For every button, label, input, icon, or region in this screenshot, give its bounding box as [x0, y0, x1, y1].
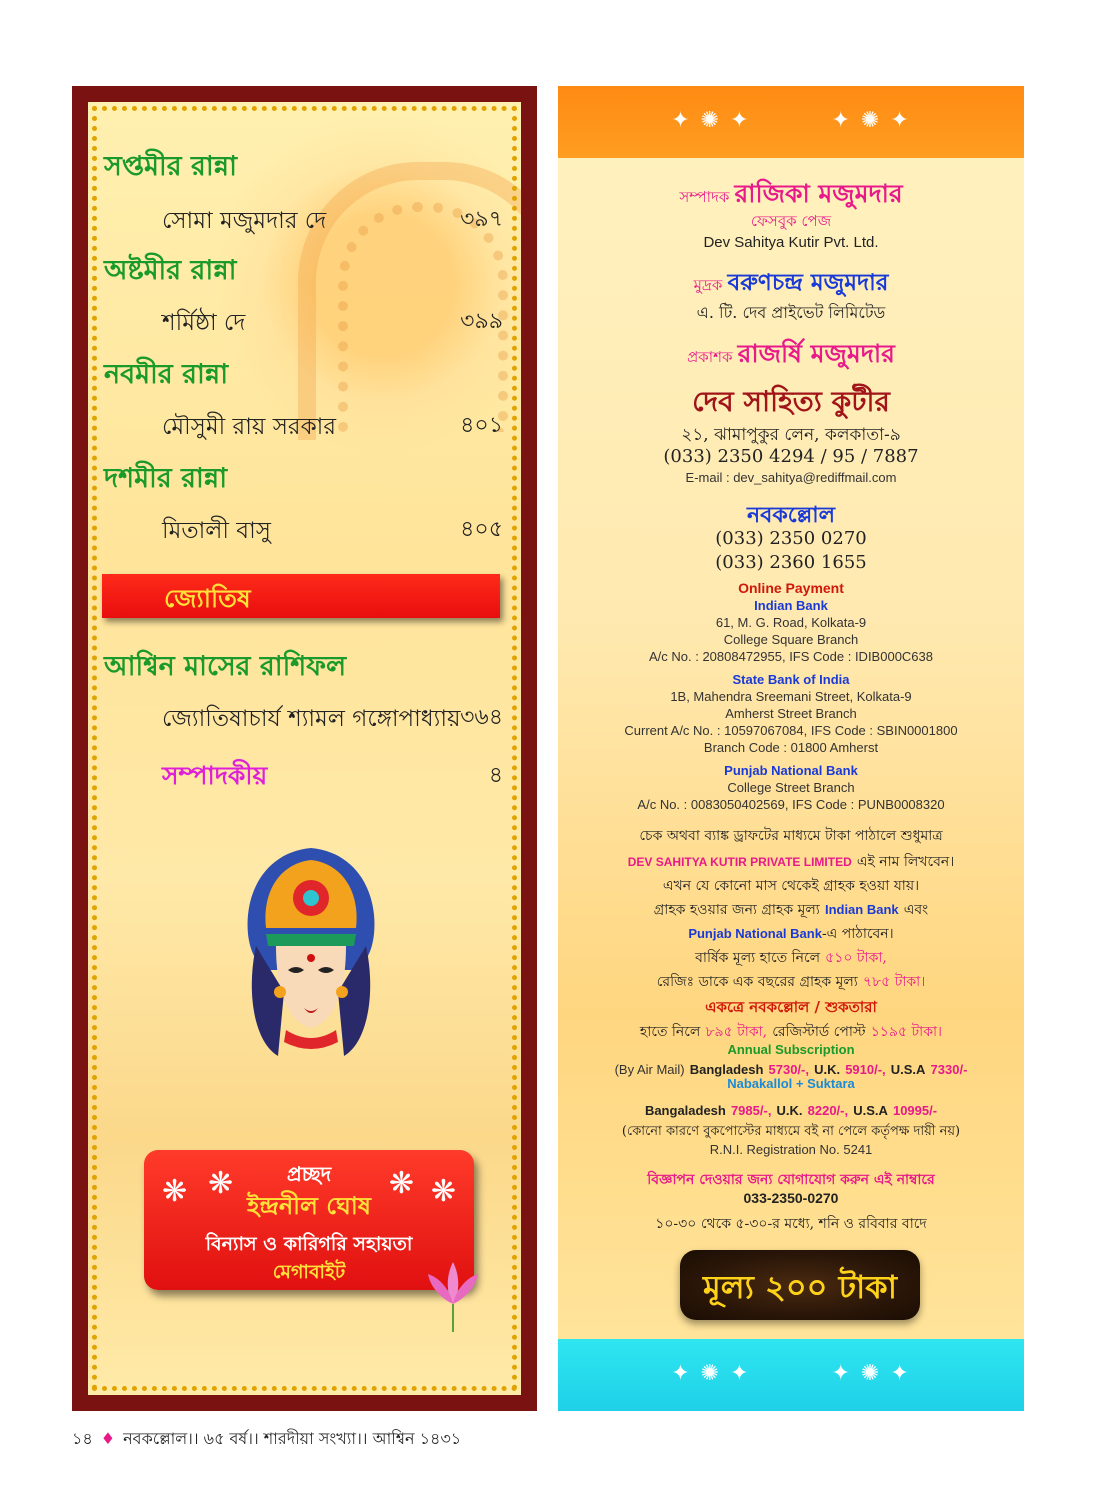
contents-panel — [72, 86, 537, 1411]
magazine-phone-1: (033) 2350 0270 — [715, 528, 867, 549]
combo-row — [558, 1100, 1024, 1119]
online-payment-heading: Online Payment — [738, 580, 844, 596]
editorial-page-number: ৪ — [488, 763, 503, 788]
house-email: E-mail : dev_sahitya@rediffmail.com — [685, 470, 897, 485]
layout-company: মেগাবাইট — [272, 1261, 346, 1283]
printer-company: এ. টি. দেব প্রাইভেট লিমিটেড — [696, 303, 886, 322]
company-name-row — [558, 850, 1024, 874]
section-title-saptami: সপ্তমীর রান্না — [104, 151, 237, 182]
ornament-icon: ✦ ✺ ✦ ✦ ✺ ✦ — [671, 1361, 911, 1386]
price-value: 10995/- — [892, 1103, 938, 1118]
ad-contact: বিজ্ঞাপন দেওয়ার জন্য যোগাযোগ করুন এই নাম্বারে — [647, 1172, 935, 1188]
pnb-row — [558, 922, 1024, 946]
annual-text: বার্ষিক মূল্য হাতে নিলে — [695, 950, 821, 966]
facebook-label: ফেসবুক পেজ — [750, 212, 832, 230]
bank-detail: Branch Code : 01800 Amherst — [703, 740, 879, 755]
combo-title: Nabakallol + Suktara — [727, 1076, 855, 1091]
bank-detail: A/c No. : 0083050402569, IFS Code : PUNB0008320 — [637, 797, 945, 812]
entry-page-number: ৩৬৪ — [460, 705, 503, 730]
hand-text: হাতে নিলে — [639, 1024, 701, 1040]
country: U.K. — [776, 1103, 803, 1118]
entry-page-number: ৩৯৭ — [460, 207, 503, 232]
price-value: 5910/-, — [845, 1062, 886, 1077]
ornament-icon: ✦ ✺ ✦ ✦ ✺ ✦ — [671, 108, 911, 133]
combined-subscription: একত্রে নবকল্লোল / শুকতারা — [705, 998, 877, 1016]
section-title-nabami: নবমীর রান্না — [104, 359, 229, 390]
cover-artist-name: ইন্দ্রনীল ঘোষ — [246, 1191, 372, 1220]
disclaimer: (কোনো কারণে বুকপোস্টের মাধ্যমে বই না পেলে কর্তৃপক্ষ দায়ী নয়) — [621, 1124, 961, 1139]
any-month-line: এখন যে কোনো মাস থেকেই গ্রাহক হওয়া যায়। — [662, 878, 920, 894]
publisher-row — [558, 334, 1024, 377]
pnb-bank: Punjab National Bank — [688, 926, 822, 941]
diamond-icon: ♦ — [100, 1429, 116, 1448]
entry-author: সোমা মজুমদার দে — [162, 208, 327, 234]
bank-name: State Bank of India — [732, 672, 850, 687]
bank-name: Indian Bank — [754, 598, 828, 613]
page-number: ১৪ — [72, 1429, 93, 1448]
country: Bangladesh — [689, 1062, 764, 1077]
printer-label: মুদ্রক — [693, 276, 723, 294]
entry-author: মিতালী বাসু — [162, 518, 271, 544]
bank-detail: 61, M. G. Road, Kolkata-9 — [715, 615, 867, 630]
bank-detail: College Street Branch — [727, 780, 855, 795]
hand-price: ৮৯৫ টাকা, — [705, 1024, 768, 1040]
country: Bangaladesh — [644, 1103, 726, 1118]
subscriber-bank: Indian Bank — [824, 902, 899, 917]
subscriber-row — [558, 898, 1024, 922]
bank-detail: Amherst Street Branch — [725, 706, 857, 721]
section-title-dashami: দশমীর রান্না — [104, 463, 228, 494]
magazine-name: নবকল্লোল — [746, 502, 836, 528]
price-value: 5730/-, — [768, 1062, 809, 1077]
magazine-phone-2: (033) 2360 1655 — [715, 552, 867, 573]
entry-page-number: ৪০১ — [460, 413, 503, 438]
flower-icon: ❋ — [430, 1174, 456, 1209]
entry-author: জ্যোতিষাচার্য শ্যামল গঙ্গোপাধ্যায় — [162, 706, 461, 732]
house-address: ২১, ঝামাপুকুর লেন, কলকাতা-৯ — [681, 425, 901, 445]
flower-icon: ❋ — [162, 1174, 188, 1209]
entry-page-number: ৩৯৯ — [460, 309, 503, 334]
name-write-instruction: এই নাম লিখবেন। — [856, 854, 955, 870]
flower-icon: ❋ — [388, 1166, 414, 1201]
top-ornament-band — [558, 86, 1024, 158]
company-caps: DEV SAHITYA KUTIR PRIVATE LIMITED — [627, 855, 852, 869]
entry-author: শর্মিষ্ঠা দে — [162, 310, 246, 336]
combined-price-row — [558, 1020, 1024, 1044]
jyotish-banner — [102, 574, 500, 618]
airmail-label: (By Air Mail) — [614, 1062, 685, 1077]
bottom-ornament-band — [558, 1339, 1024, 1411]
contents-background — [88, 102, 521, 1395]
section-title-rashifal: আশ্বিন মাসের রাশিফল — [104, 651, 347, 682]
annual-subscription-heading: Annual Subscription — [727, 1042, 855, 1057]
printer-name: বরুণচন্দ্র মজুমদার — [727, 269, 889, 296]
subscriber-text: গ্রাহক হওয়ার জন্য গ্রাহক মূল্য — [653, 902, 820, 918]
facebook-page-name: Dev Sahitya Kutir Pvt. Ltd. — [703, 234, 879, 251]
regd-text: রেজিঃ ডাকে এক বছরের গ্রাহক মূল্য — [656, 974, 858, 990]
ad-phone: 033-2350-0270 — [743, 1190, 839, 1206]
jyotish-label: জ্যোতিষ — [164, 584, 251, 613]
cover-label: প্রচ্ছদ — [286, 1162, 332, 1186]
imprint-panel — [558, 86, 1024, 1411]
flower-icon: ❋ — [208, 1166, 234, 1201]
subscriber-and: এবং — [903, 902, 929, 918]
country: U.S.A — [853, 1103, 888, 1118]
entry-author: মৌসুমী রায় সরকার — [162, 414, 336, 440]
price-badge — [680, 1250, 920, 1320]
publishing-house: দেব সাহিত্য কুটীর — [692, 385, 890, 418]
bank-name: Punjab National Bank — [724, 763, 858, 778]
regd-post-price: ১১৯৫ টাকা। — [870, 1024, 943, 1040]
price-label: মূল্য ২০০ টাকা — [703, 1268, 897, 1306]
page-footer — [72, 1426, 461, 1453]
entry-page-number: ৪০৫ — [460, 517, 503, 542]
layout-label: বিন্যাস ও কারিগরি সহায়তা — [205, 1233, 413, 1255]
price-value: 8220/-, — [807, 1103, 849, 1118]
editor-name: রাজিকা মজুমদার — [734, 179, 903, 208]
price-value: 7330/- — [930, 1062, 968, 1077]
rni-number: R.N.I. Registration No. 5241 — [709, 1142, 873, 1157]
editorial-title: সম্পাদকীয় — [162, 761, 268, 790]
regd-price: ৭৮৫ টাকা। — [862, 974, 926, 990]
pnb-send: -এ পাঠাবেন। — [821, 926, 894, 942]
bank-detail: College Square Branch — [723, 632, 859, 647]
country: U.K. — [814, 1062, 841, 1077]
goddess-illustration — [226, 842, 396, 1062]
printer-row — [558, 264, 1024, 303]
bank-detail: Current A/c No. : 10597067084, IFS Code : SBIN0001800 — [624, 723, 958, 738]
publisher-name: রাজর্ষি মজুমদার — [737, 339, 895, 368]
house-phone: (033) 2350 4294 / 95 / 7887 — [663, 446, 919, 467]
price-value: 7985/-, — [730, 1103, 772, 1118]
country: U.S.A — [890, 1062, 926, 1077]
regd-price-row — [558, 970, 1024, 994]
lotus-illustration — [418, 1252, 488, 1332]
office-timing: ১০-৩০ থেকে ৫-৩০-র মধ্যে, শনি ও রবিবার বাদে — [655, 1216, 927, 1232]
publisher-label: প্রকাশক — [687, 348, 733, 366]
bank-detail: A/c No. : 20808472955, IFS Code : IDIB000C638 — [648, 649, 933, 664]
bank-detail: 1B, Mahendra Sreemani Street, Kolkata-9 — [670, 689, 912, 704]
section-title-ashtami: অষ্টমীর রান্না — [104, 255, 237, 286]
footer-text: নবকল্লোল।। ৬৫ বর্ষ।। শারদীয়া সংখ্যা।। আশ্বিন ১৪৩১ — [123, 1429, 462, 1448]
annual-price-row — [558, 946, 1024, 970]
regd-post-text: রেজিস্টার্ড পোস্ট — [772, 1024, 866, 1040]
annual-price: ৫১০ টাকা, — [825, 950, 887, 966]
cheque-instruction: চেক অথবা ব্যাঙ্ক ড্রাফটের মাধ্যমে টাকা পাঠালে শুধুমাত্র — [639, 828, 943, 844]
editor-label: সম্পাদক — [679, 188, 730, 206]
